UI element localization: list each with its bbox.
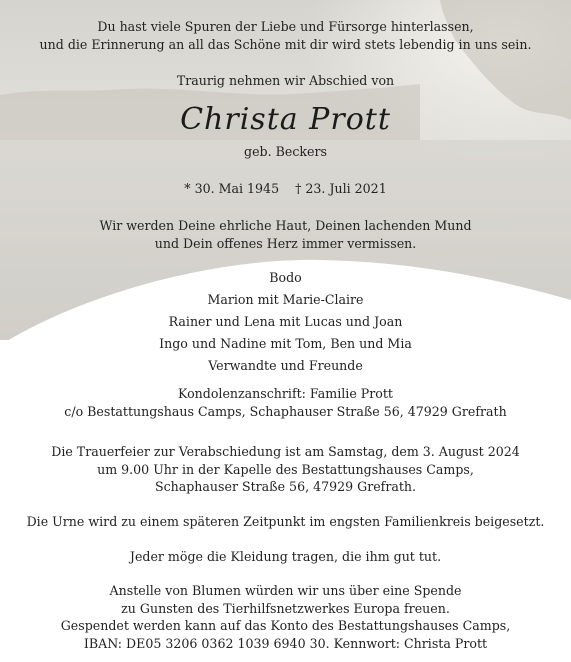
- ceremony-line-1: Die Trauerfeier zur Verabschiedung ist am Samstag, dem 3. August 2024: [51, 444, 520, 459]
- verse: [0, 18, 571, 53]
- condolence-line-1: Kondolenzanschrift: Familie Prott: [178, 386, 393, 401]
- mourner-item: Rainer und Lena mit Lucas und Joan: [168, 314, 403, 329]
- mourner-item: Ingo und Nadine mit Tom, Ben und Mia: [159, 336, 412, 351]
- life-dates: [0, 180, 571, 198]
- donation-line-1: Anstelle von Blumen würden wir uns über eine Spende: [109, 583, 462, 598]
- mourner-item: Verwandte und Freunde: [208, 358, 363, 373]
- verse-line-1: Du hast viele Spuren der Liebe und Fürsorge hinterlassen,: [97, 19, 474, 34]
- deceased-name: Christa Prott: [180, 102, 391, 137]
- donation-line-4: IBAN: DE05 3206 0362 1039 6940 30. Kennwort: Christa Prott: [83, 635, 488, 651]
- clothing-text: Jeder möge die Kleidung tragen, die ihm gut tut.: [129, 549, 442, 564]
- donation-line-3: Gespendet werden kann auf das Konto des Bestattungshauses Camps,: [60, 618, 511, 633]
- verse-line-2: und die Erinnerung an all das Schöne mit dir wird stets lebendig in uns sein.: [39, 36, 532, 52]
- intro-text: Traurig nehmen wir Abschied von: [176, 73, 395, 88]
- ceremony-line-2: um 9.00 Uhr in der Kapelle des Bestattungshauses Camps,: [97, 461, 474, 477]
- mourners-list: [0, 267, 571, 377]
- maiden-name-block: [0, 143, 571, 161]
- donation-line-2: zu Gunsten des Tierhilfsnetzwerkes Europa freuen.: [121, 600, 450, 616]
- tribute: [0, 217, 571, 252]
- urn-text: Die Urne wird zu einem späteren Zeitpunkt im engsten Familienkreis beigesetzt.: [26, 514, 545, 529]
- donation-info: [0, 582, 571, 652]
- ceremony-info: [0, 443, 571, 496]
- mourner-item: Bodo: [269, 270, 302, 285]
- urn-info: [0, 513, 571, 531]
- tribute-line-2: und Dein offenes Herz immer vermissen.: [154, 235, 417, 251]
- intro-block: [0, 72, 571, 90]
- clothing-info: [0, 548, 571, 566]
- maiden-name: geb. Beckers: [244, 144, 327, 159]
- birth-date: * 30. Mai 1945: [184, 181, 280, 196]
- ceremony-line-3: Schaphauser Straße 56, 47929 Grefrath.: [154, 479, 417, 494]
- mourner-item: Marion mit Marie-Claire: [207, 292, 364, 307]
- condolence-address: [0, 385, 571, 420]
- death-date: † 23. Juli 2021: [295, 181, 387, 196]
- condolence-line-2: c/o Bestattungshaus Camps, Schaphauser Straße 56, 47929 Grefrath: [64, 403, 507, 419]
- tribute-line-1: Wir werden Deine ehrliche Haut, Deinen lachenden Mund: [99, 218, 472, 233]
